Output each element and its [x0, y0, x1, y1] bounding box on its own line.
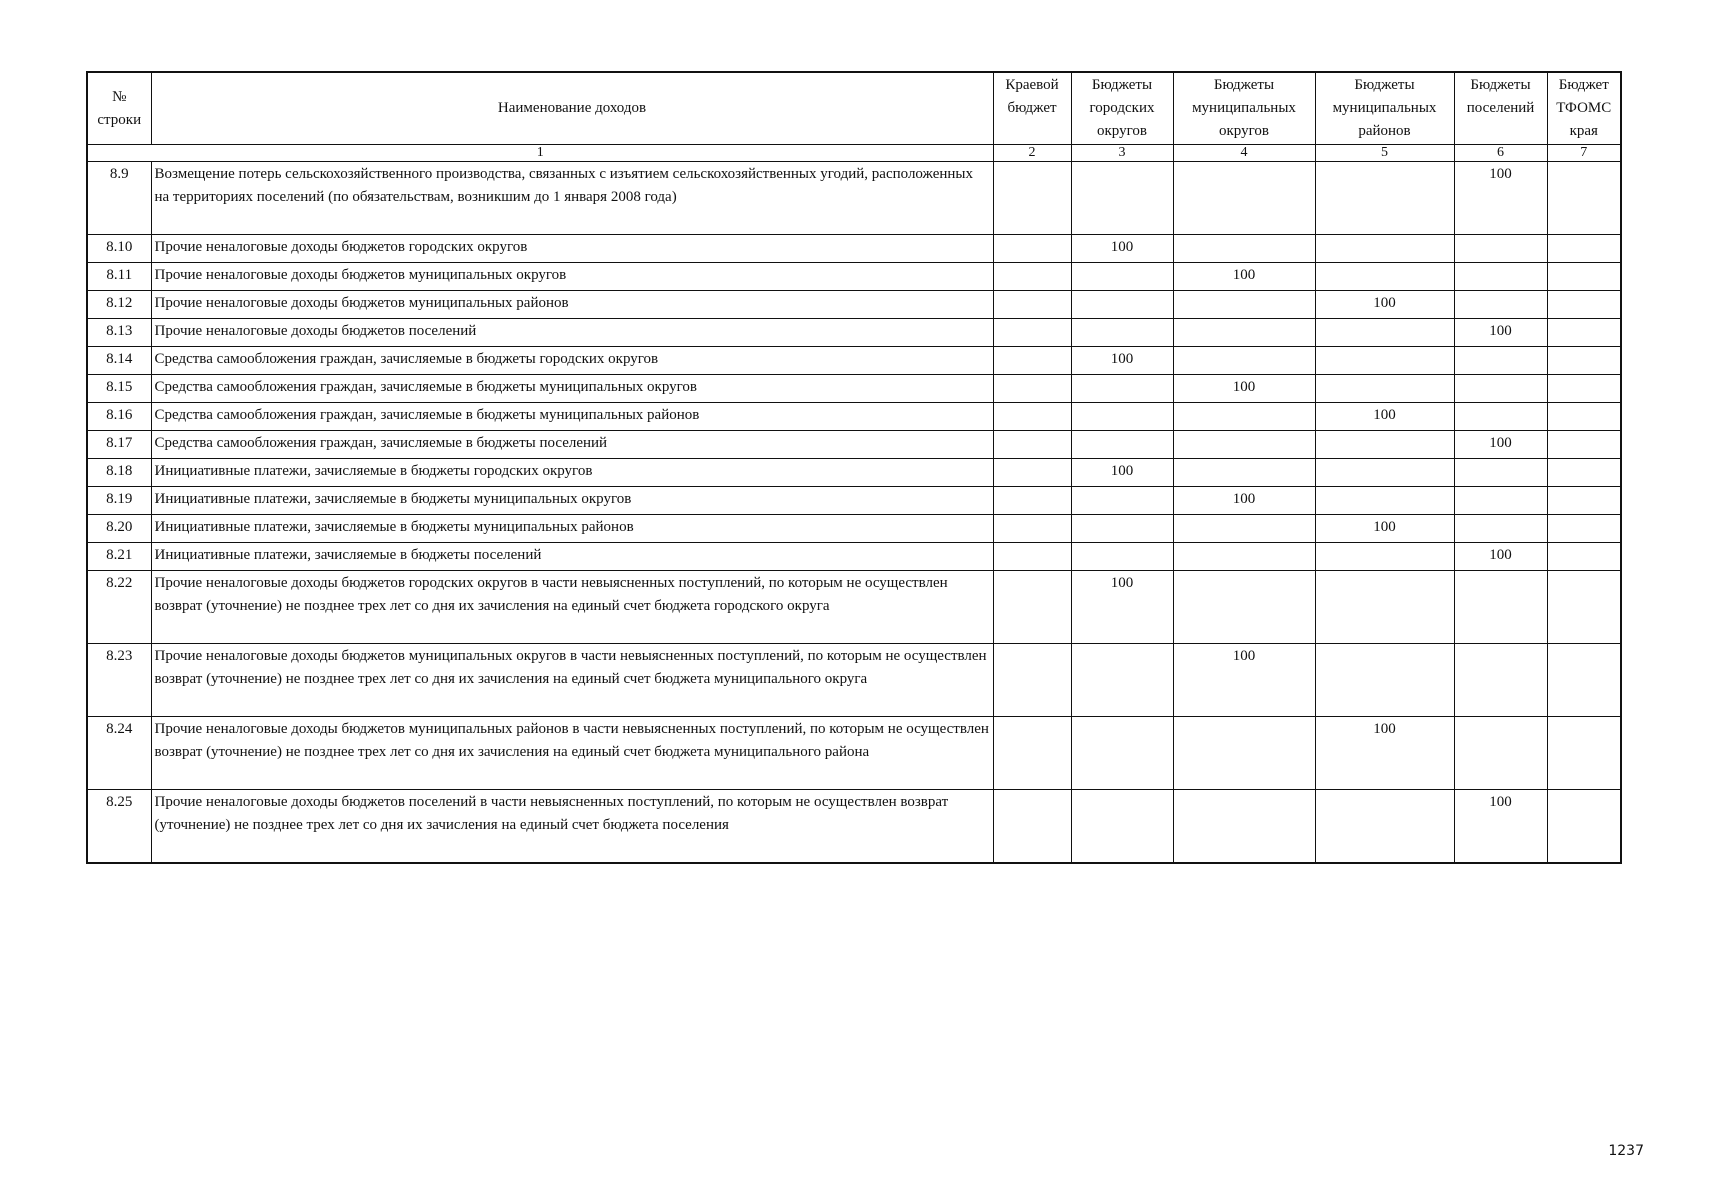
- value-municipal-regions: [1315, 375, 1454, 403]
- table-row: [87, 403, 1621, 431]
- value-regional: [993, 347, 1071, 375]
- value-tfoms: [1547, 515, 1621, 543]
- row-number: 8.10: [87, 235, 151, 263]
- value-tfoms: [1547, 459, 1621, 487]
- value-municipal-districts: 100: [1173, 644, 1315, 717]
- value-municipal-regions: 100: [1315, 515, 1454, 543]
- row-number: 8.19: [87, 487, 151, 515]
- value-regional: [993, 291, 1071, 319]
- value-tfoms: [1547, 403, 1621, 431]
- value-municipal-regions: [1315, 644, 1454, 717]
- value-city-districts: [1071, 644, 1173, 717]
- value-municipal-districts: 100: [1173, 375, 1315, 403]
- value-municipal-regions: [1315, 235, 1454, 263]
- table-row: [87, 319, 1621, 347]
- column-number: 7: [1547, 145, 1621, 162]
- value-tfoms: [1547, 543, 1621, 571]
- value-settlements: [1454, 291, 1547, 319]
- page-number: 1237: [1608, 1143, 1644, 1159]
- table-row: [87, 235, 1621, 263]
- value-municipal-regions: 100: [1315, 717, 1454, 790]
- value-city-districts: 100: [1071, 571, 1173, 644]
- row-number: 8.20: [87, 515, 151, 543]
- header-row: [87, 72, 1621, 145]
- value-tfoms: [1547, 571, 1621, 644]
- value-city-districts: 100: [1071, 347, 1173, 375]
- column-number: 5: [1315, 145, 1454, 162]
- header-regional-budget: Краевой бюджет: [993, 72, 1071, 145]
- value-settlements: [1454, 644, 1547, 717]
- value-municipal-regions: [1315, 459, 1454, 487]
- table-row: [87, 162, 1621, 235]
- table-row: [87, 431, 1621, 459]
- revenue-name: Прочие неналоговые доходы бюджетов муниципальных районов: [151, 291, 993, 319]
- value-settlements: [1454, 487, 1547, 515]
- value-municipal-districts: [1173, 403, 1315, 431]
- value-city-districts: [1071, 543, 1173, 571]
- value-municipal-districts: [1173, 347, 1315, 375]
- value-tfoms: [1547, 375, 1621, 403]
- table-row: [87, 459, 1621, 487]
- table-row: [87, 347, 1621, 375]
- value-municipal-regions: [1315, 263, 1454, 291]
- value-municipal-districts: [1173, 162, 1315, 235]
- value-municipal-districts: [1173, 717, 1315, 790]
- row-number: 8.14: [87, 347, 151, 375]
- value-city-districts: [1071, 291, 1173, 319]
- value-municipal-districts: 100: [1173, 263, 1315, 291]
- header-municipal-regions: Бюджеты муниципальных районов: [1315, 72, 1454, 145]
- value-regional: [993, 431, 1071, 459]
- value-municipal-districts: [1173, 790, 1315, 863]
- value-municipal-districts: 100: [1173, 487, 1315, 515]
- value-tfoms: [1547, 487, 1621, 515]
- row-number: 8.12: [87, 291, 151, 319]
- revenue-name: Прочие неналоговые доходы бюджетов городских округов в части невыясненных поступлений, по которым не осуществлен возврат (уточнение) не позднее трех лет со дня их зачисления на единый счет бюджета городского округа: [151, 571, 993, 644]
- revenue-name: Прочие неналоговые доходы бюджетов поселений: [151, 319, 993, 347]
- value-city-districts: [1071, 790, 1173, 863]
- revenue-name: Прочие неналоговые доходы бюджетов муниципальных районов в части невыясненных поступлений, по которым не осуществлен возврат (уточнение) не позднее трех лет со дня их зачисления на единый счет бюджета муниципального района: [151, 717, 993, 790]
- value-settlements: 100: [1454, 790, 1547, 863]
- value-municipal-districts: [1173, 291, 1315, 319]
- value-municipal-regions: [1315, 347, 1454, 375]
- value-regional: [993, 375, 1071, 403]
- value-municipal-regions: [1315, 543, 1454, 571]
- value-regional: [993, 235, 1071, 263]
- value-tfoms: [1547, 291, 1621, 319]
- revenue-name: Средства самообложения граждан, зачисляемые в бюджеты муниципальных округов: [151, 375, 993, 403]
- value-regional: [993, 162, 1071, 235]
- value-municipal-districts: [1173, 459, 1315, 487]
- value-settlements: 100: [1454, 543, 1547, 571]
- row-number: 8.13: [87, 319, 151, 347]
- value-settlements: 100: [1454, 319, 1547, 347]
- value-settlements: [1454, 403, 1547, 431]
- header-row-number: № строки: [87, 72, 151, 145]
- value-city-districts: [1071, 375, 1173, 403]
- table-row: [87, 291, 1621, 319]
- revenue-name: Прочие неналоговые доходы бюджетов муниципальных округов: [151, 263, 993, 291]
- value-municipal-districts: [1173, 235, 1315, 263]
- row-number: 8.25: [87, 790, 151, 863]
- revenue-name: Средства самообложения граждан, зачисляемые в бюджеты муниципальных районов: [151, 403, 993, 431]
- value-regional: [993, 263, 1071, 291]
- row-number: 8.21: [87, 543, 151, 571]
- table-row: [87, 571, 1621, 644]
- value-city-districts: [1071, 717, 1173, 790]
- table-row: [87, 487, 1621, 515]
- revenue-name: Прочие неналоговые доходы бюджетов поселений в части невыясненных поступлений, по которым не осуществлен возврат (уточнение) не позднее трех лет со дня их зачисления на единый счет бюджета поселения: [151, 790, 993, 863]
- revenue-name: Инициативные платежи, зачисляемые в бюджеты городских округов: [151, 459, 993, 487]
- revenue-distribution-table: [86, 71, 1622, 864]
- value-tfoms: [1547, 263, 1621, 291]
- value-city-districts: [1071, 263, 1173, 291]
- value-municipal-districts: [1173, 319, 1315, 347]
- row-number: 8.23: [87, 644, 151, 717]
- value-tfoms: [1547, 319, 1621, 347]
- value-municipal-districts: [1173, 515, 1315, 543]
- value-settlements: [1454, 235, 1547, 263]
- header-tfoms: Бюджет ТФОМС края: [1547, 72, 1621, 145]
- revenue-name: Инициативные платежи, зачисляемые в бюджеты муниципальных округов: [151, 487, 993, 515]
- column-number: 3: [1071, 145, 1173, 162]
- value-regional: [993, 543, 1071, 571]
- revenue-name: Средства самообложения граждан, зачисляемые в бюджеты поселений: [151, 431, 993, 459]
- header-municipal-districts: Бюджеты муниципальных округов: [1173, 72, 1315, 145]
- value-municipal-districts: [1173, 431, 1315, 459]
- value-city-districts: [1071, 162, 1173, 235]
- column-number: 2: [993, 145, 1071, 162]
- column-number: 6: [1454, 145, 1547, 162]
- value-settlements: [1454, 347, 1547, 375]
- column-number: 1: [87, 145, 993, 162]
- table-row: [87, 375, 1621, 403]
- column-numbers-row: [87, 145, 1621, 162]
- value-municipal-regions: 100: [1315, 291, 1454, 319]
- value-municipal-regions: [1315, 319, 1454, 347]
- value-settlements: [1454, 515, 1547, 543]
- row-number: 8.11: [87, 263, 151, 291]
- value-settlements: 100: [1454, 431, 1547, 459]
- row-number: 8.17: [87, 431, 151, 459]
- table-row: [87, 790, 1621, 863]
- revenue-name: Инициативные платежи, зачисляемые в бюджеты поселений: [151, 543, 993, 571]
- value-city-districts: [1071, 319, 1173, 347]
- value-municipal-regions: [1315, 431, 1454, 459]
- row-number: 8.22: [87, 571, 151, 644]
- value-city-districts: 100: [1071, 459, 1173, 487]
- value-municipal-regions: [1315, 487, 1454, 515]
- revenue-name: Прочие неналоговые доходы бюджетов городских округов: [151, 235, 993, 263]
- column-number: 4: [1173, 145, 1315, 162]
- value-regional: [993, 571, 1071, 644]
- row-number: 8.16: [87, 403, 151, 431]
- value-municipal-regions: [1315, 790, 1454, 863]
- value-tfoms: [1547, 162, 1621, 235]
- revenue-name: Инициативные платежи, зачисляемые в бюджеты муниципальных районов: [151, 515, 993, 543]
- table-row: [87, 717, 1621, 790]
- value-city-districts: 100: [1071, 235, 1173, 263]
- value-tfoms: [1547, 235, 1621, 263]
- revenue-name: Средства самообложения граждан, зачисляемые в бюджеты городских округов: [151, 347, 993, 375]
- revenue-name: Прочие неналоговые доходы бюджетов муниципальных округов в части невыясненных поступлений, по которым не осуществлен возврат (уточнение) не позднее трех лет со дня их зачисления на единый счет бюджета муниципального округа: [151, 644, 993, 717]
- value-city-districts: [1071, 487, 1173, 515]
- row-number: 8.24: [87, 717, 151, 790]
- value-municipal-regions: [1315, 571, 1454, 644]
- value-city-districts: [1071, 431, 1173, 459]
- value-regional: [993, 459, 1071, 487]
- value-regional: [993, 717, 1071, 790]
- value-settlements: [1454, 459, 1547, 487]
- table-row: [87, 515, 1621, 543]
- revenue-name: Возмещение потерь сельскохозяйственного производства, связанных с изъятием сельскохозяйственных угодий, расположенных на территориях поселений (по обязательствам, возникшим до 1 января 2008 года): [151, 162, 993, 235]
- value-regional: [993, 403, 1071, 431]
- header-revenue-name: Наименование доходов: [151, 72, 993, 145]
- value-settlements: [1454, 263, 1547, 291]
- value-regional: [993, 487, 1071, 515]
- table-row: [87, 263, 1621, 291]
- value-tfoms: [1547, 347, 1621, 375]
- value-municipal-districts: [1173, 543, 1315, 571]
- value-tfoms: [1547, 431, 1621, 459]
- row-number: 8.18: [87, 459, 151, 487]
- value-regional: [993, 790, 1071, 863]
- table-row: [87, 543, 1621, 571]
- row-number: 8.15: [87, 375, 151, 403]
- value-settlements: [1454, 717, 1547, 790]
- value-city-districts: [1071, 403, 1173, 431]
- header-settlements: Бюджеты поселений: [1454, 72, 1547, 145]
- value-municipal-regions: [1315, 162, 1454, 235]
- value-regional: [993, 515, 1071, 543]
- value-settlements: 100: [1454, 162, 1547, 235]
- value-settlements: [1454, 571, 1547, 644]
- value-tfoms: [1547, 790, 1621, 863]
- value-regional: [993, 644, 1071, 717]
- table-row: [87, 644, 1621, 717]
- value-municipal-regions: 100: [1315, 403, 1454, 431]
- row-number: 8.9: [87, 162, 151, 235]
- header-city-districts: Бюджеты городских округов: [1071, 72, 1173, 145]
- value-settlements: [1454, 375, 1547, 403]
- value-tfoms: [1547, 717, 1621, 790]
- value-municipal-districts: [1173, 571, 1315, 644]
- value-city-districts: [1071, 515, 1173, 543]
- value-tfoms: [1547, 644, 1621, 717]
- value-regional: [993, 319, 1071, 347]
